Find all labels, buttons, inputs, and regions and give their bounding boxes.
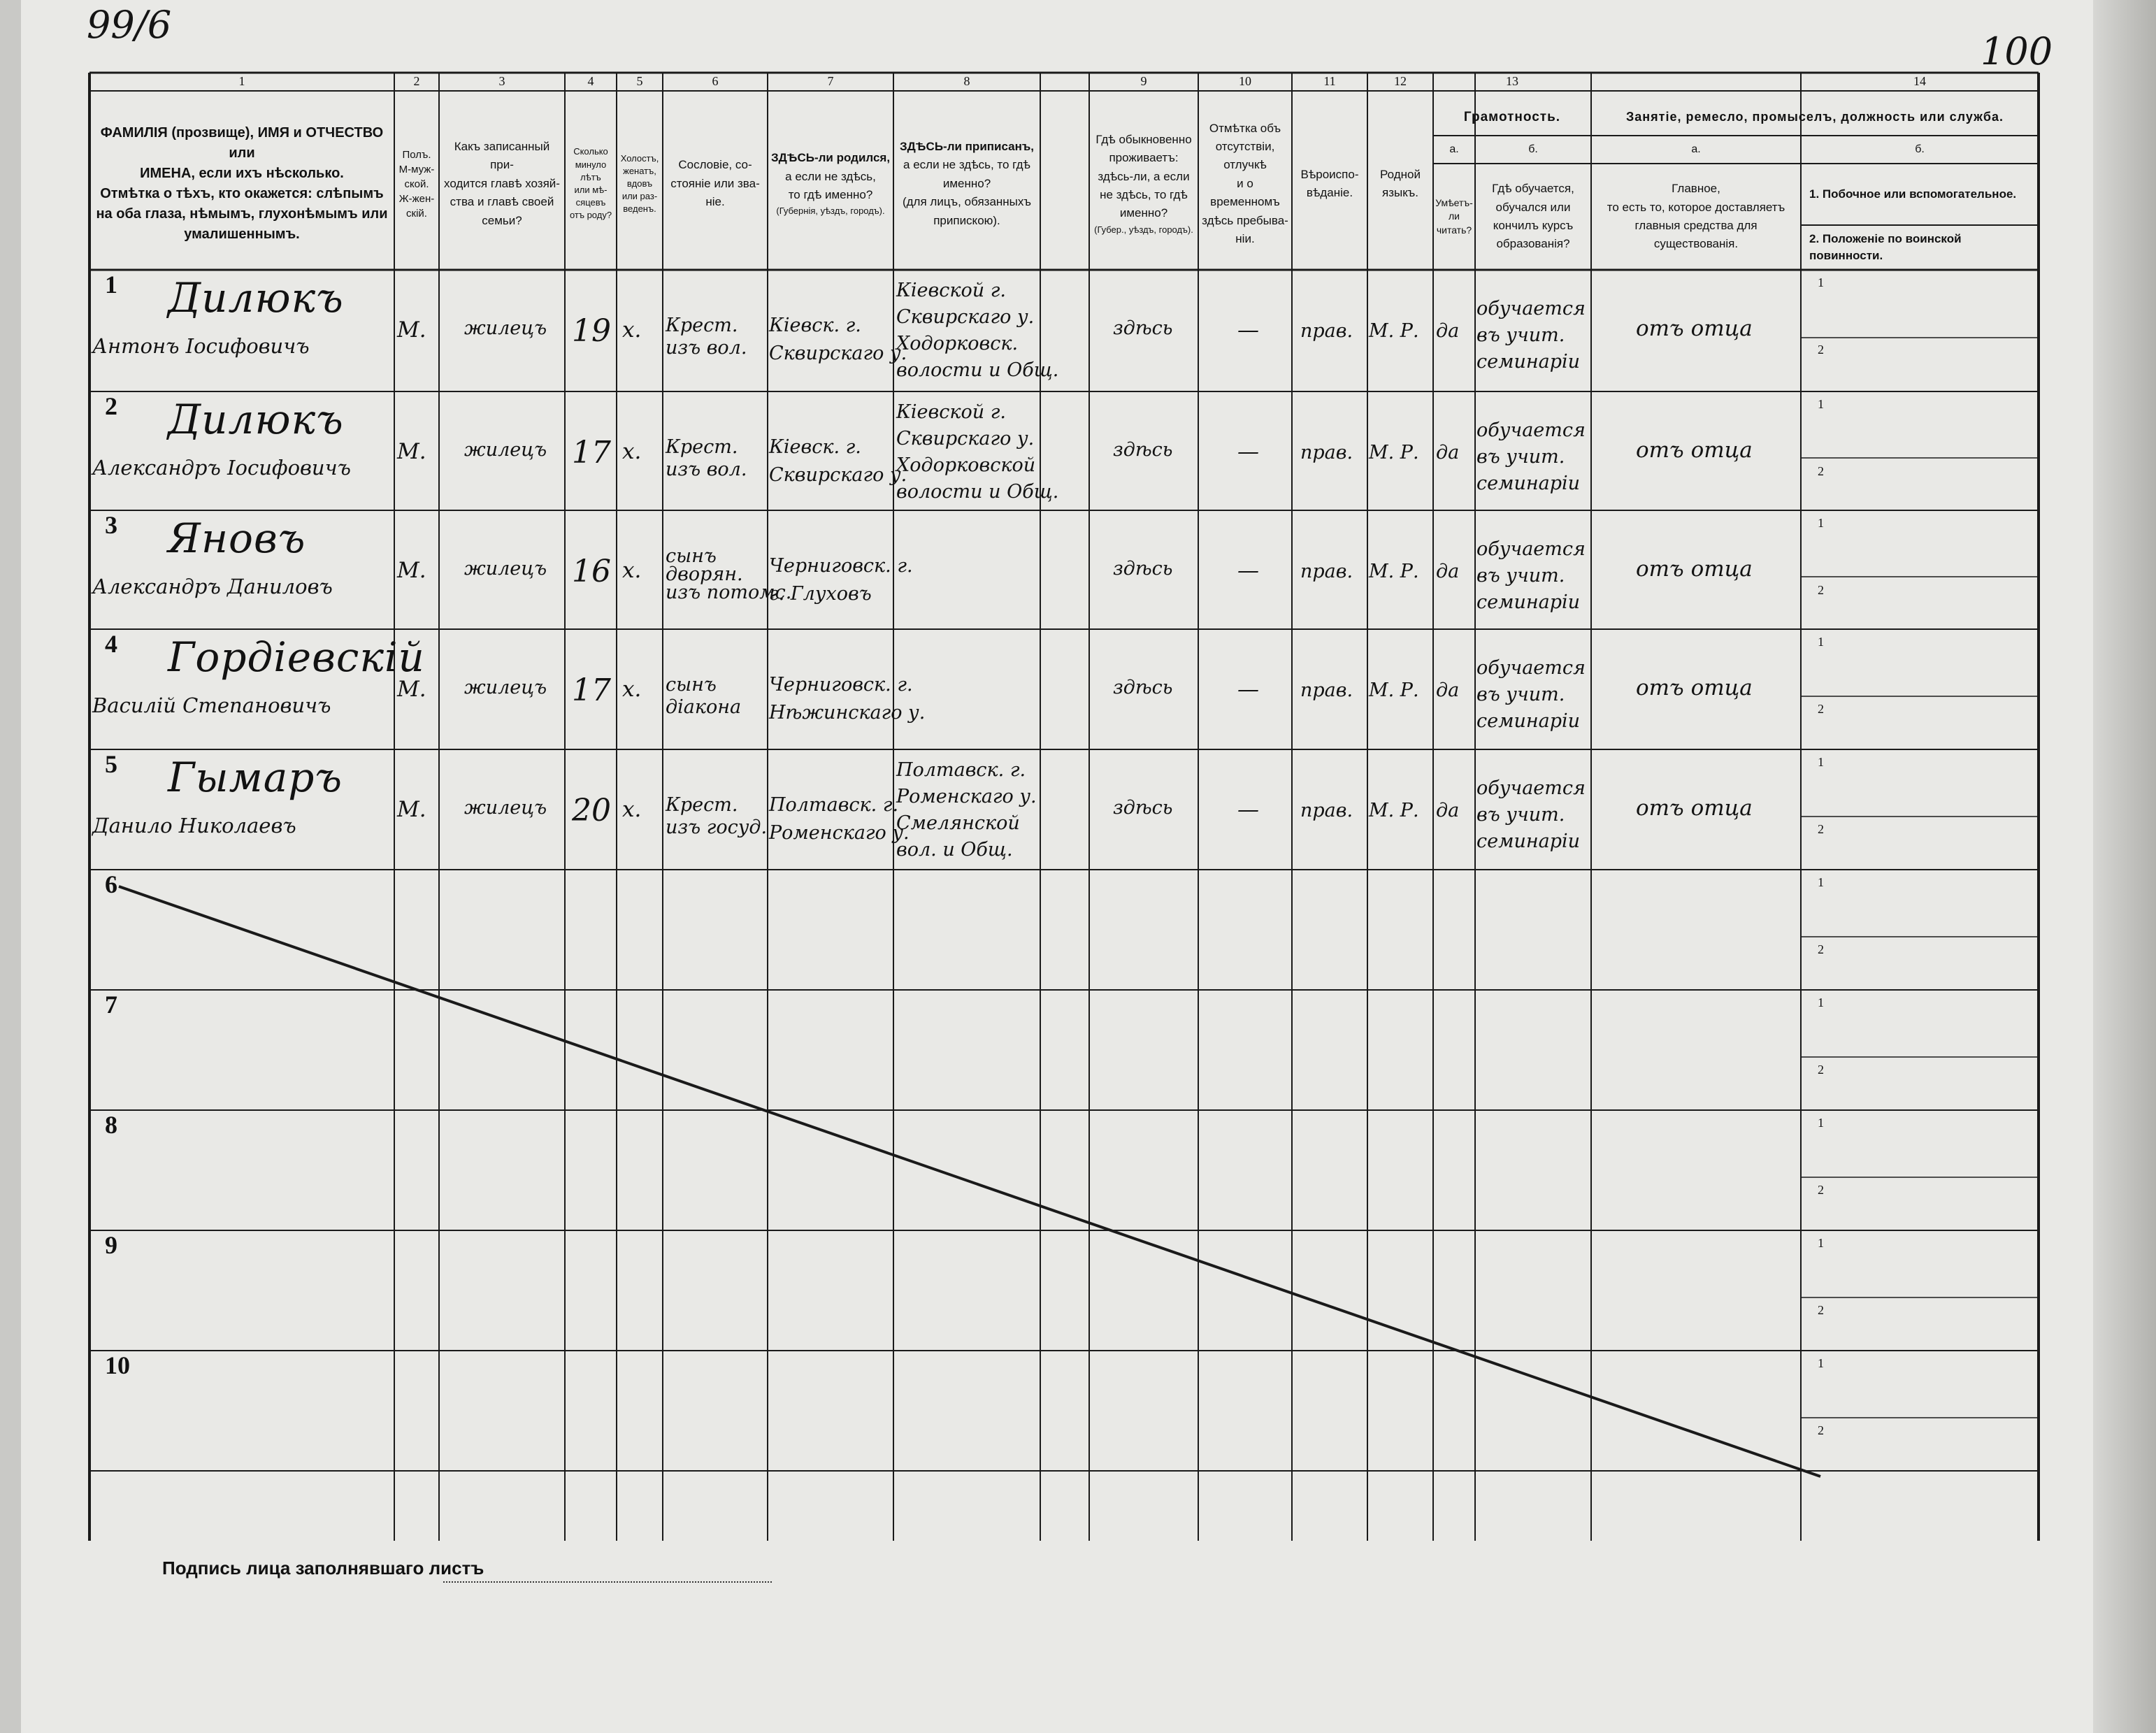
sex-value: М. [397, 317, 426, 343]
surname: Гордіевскій [168, 633, 425, 681]
can-read-value: да [1436, 679, 1460, 701]
sub-row-label: 2 [1818, 464, 1824, 478]
header-estate: Сословіе, со- стояніе или зва- ніе. [670, 158, 760, 209]
estate-value: изъ потомс. [666, 582, 792, 603]
age-value: 16 [572, 554, 611, 589]
row-number-7: 7 [105, 991, 117, 1019]
surname: Дилюкъ [168, 274, 344, 322]
sub-row-label: 2 [1818, 1303, 1824, 1317]
row-number-4: 4 [105, 630, 117, 658]
header-religion: Вѣроиспо- вѣданіе. [1300, 167, 1359, 199]
religion-value: прав. [1300, 320, 1353, 342]
header-main-occupation: Главное, то есть то, которое доставляетъ главныя средства для существованія. [1607, 182, 1785, 251]
row-number-1: 1 [105, 271, 117, 299]
education-value: въ учит. [1476, 804, 1565, 826]
education-value: семинаріи [1476, 830, 1581, 852]
age-value: 17 [572, 435, 611, 470]
marital-value: х. [622, 677, 642, 702]
column-number-13: 13 [1506, 74, 1518, 88]
column-number-8: 8 [963, 74, 970, 88]
can-read-value: да [1436, 320, 1460, 342]
sub-row-label: 2 [1818, 583, 1824, 597]
registered-value: Кіевской г. [896, 401, 1006, 423]
diagonal-cancel-line [119, 886, 1820, 1476]
sub-row-label: 2 [1818, 1183, 1824, 1197]
header-relation: Какъ записанный при- ходится главѣ хозяй- ства и главѣ своей семьи? [444, 140, 560, 227]
language-value: М. Р. [1369, 561, 1419, 582]
relation-value: жилецъ [464, 317, 547, 339]
residence-value: здѣсь [1113, 677, 1173, 698]
language-value: М. Р. [1369, 442, 1419, 463]
right-page-number: 100 [1981, 29, 2053, 73]
education-value: въ учит. [1476, 324, 1565, 346]
header-literacy-group: Грамотность. [1463, 109, 1561, 124]
left-page-number: 99/6 [87, 3, 172, 47]
registered-value: вол. и Общ. [896, 839, 1013, 861]
education-value: въ учит. [1476, 446, 1565, 468]
estate-value: Крест. [666, 794, 738, 816]
given-name: Александръ Іосифовичъ [92, 456, 351, 480]
marital-value: х. [622, 439, 642, 464]
sub-row-label: 2 [1818, 822, 1824, 836]
education-value: обучается [1476, 777, 1586, 799]
birthplace-value: Кіевск. г. [769, 436, 861, 458]
estate-value: дворян. [666, 563, 743, 585]
education-value: семинаріи [1476, 351, 1581, 373]
column-number-12: 12 [1394, 74, 1407, 88]
header-sex: Полъ. М-муж- ской. Ж-жен- скій. [398, 148, 435, 220]
column-number-9: 9 [1140, 74, 1147, 88]
header-registered: ЗДѢСЬ-ли приписанъ, а если не здѣсь, то гдѣ именно? (для лицъ, обязанныхъ припискою). [900, 140, 1034, 227]
relation-value: жилецъ [464, 558, 547, 580]
education-value: обучается [1476, 419, 1586, 441]
education-value: въ учит. [1476, 684, 1565, 705]
column-number-14: 14 [1913, 74, 1926, 88]
birthplace-value: Сквирскаго у. [769, 464, 907, 486]
relation-value: жилецъ [464, 439, 547, 461]
sex-value: М. [397, 677, 426, 702]
given-name: Антонъ Іосифовичъ [92, 334, 310, 358]
sub-row-label: 1 [1818, 995, 1824, 1009]
header-occupation-group: Занятіе, ремесло, промыселъ, должность или служба. [1625, 110, 2004, 124]
sub-row-label: 1 [1818, 635, 1824, 649]
sub-row-label: 1 [1818, 1356, 1824, 1370]
estate-value: изъ вол. [666, 337, 747, 359]
occupation-value: отъ отца [1636, 675, 1753, 700]
estate-value: сынъ [666, 674, 717, 696]
sub-row-label: 1 [1818, 1116, 1824, 1130]
estate-value: изъ вол. [666, 459, 747, 480]
education-value: семинаріи [1476, 473, 1581, 494]
header-occupation-b-letter: б. [1915, 143, 1925, 155]
column-number-3: 3 [498, 74, 505, 88]
age-value: 20 [572, 793, 611, 828]
education-value: обучается [1476, 538, 1586, 560]
row-number-10: 10 [105, 1351, 130, 1379]
sub-row-label: 1 [1818, 397, 1824, 411]
header-literacy-a-letter: а. [1449, 143, 1459, 155]
occupation-value: отъ отца [1636, 438, 1753, 463]
birthplace-value: Нѣжинскаго у. [769, 702, 926, 724]
row-number-2: 2 [105, 392, 117, 420]
signature-label: Подпись лица заполнявшаго листъ [162, 1558, 484, 1579]
column-number-4: 4 [587, 74, 594, 88]
can-read-value: да [1436, 800, 1460, 821]
sub-row-label: 2 [1818, 343, 1824, 357]
header-name: ФАМИЛІЯ (прозвище), ИМЯ и ОТЧЕСТВО или ИМЕНА, если ихъ нѣсколько. Отмѣтка о тѣхъ, кто окажется: слѣпымъ на оба глаза, нѣмымъ, глухонѣмымъ или умалишеннымъ. [96, 125, 388, 242]
sex-value: М. [397, 439, 426, 464]
education-value: въ учит. [1476, 565, 1565, 587]
header-secondary-occupation: 1. Побочное или вспомогательное. [1809, 187, 2017, 201]
absence-value: — [1237, 439, 1259, 464]
residence-value: здѣсь [1113, 439, 1173, 461]
header-can-read: Умѣетъ- ли читать? [1435, 196, 1473, 236]
given-name: Данило Николаевъ [92, 814, 296, 837]
header-language: Родной языкъ. [1380, 167, 1421, 199]
sub-row-label: 2 [1818, 702, 1824, 716]
header-education: Гдѣ обучается, обучался или кончилъ курсъ образованія? [1492, 182, 1574, 251]
column-number-11: 11 [1323, 74, 1336, 88]
registered-value: Роменскаго у. [896, 786, 1037, 807]
estate-value: Крест. [666, 436, 738, 458]
birthplace-value: Кіевск. г. [769, 315, 861, 336]
sub-row-label: 2 [1818, 1423, 1824, 1437]
can-read-value: да [1436, 442, 1460, 463]
occupation-value: отъ отца [1636, 796, 1753, 821]
estate-value: Крест. [666, 315, 738, 336]
header-literacy-b-letter: б. [1528, 143, 1538, 155]
birthplace-value: Черниговск. г. [769, 555, 913, 577]
registered-value: Полтавск. г. [896, 759, 1026, 781]
religion-value: прав. [1300, 679, 1353, 701]
registered-value: Сквирскаго у. [896, 428, 1035, 450]
marital-value: х. [622, 558, 642, 583]
registered-value: волости и Общ. [896, 359, 1059, 381]
religion-value: прав. [1300, 561, 1353, 582]
religion-value: прав. [1300, 442, 1353, 463]
surname: Дилюкъ [168, 396, 344, 443]
row-number-5: 5 [105, 750, 117, 778]
sub-row-label: 2 [1818, 942, 1824, 956]
header-residence: Гдѣ обыкновенно проживаетъ: здѣсь-ли, а если не здѣсь, то гдѣ именно? (Губер., уѣздъ, городъ). [1094, 133, 1193, 235]
registered-value: Смелянской [896, 812, 1020, 834]
registered-value: волости и Общ. [896, 481, 1059, 503]
registered-value: Сквирскаго у. [896, 306, 1035, 328]
marital-value: х. [622, 317, 642, 343]
row-number-9: 9 [105, 1231, 117, 1259]
occupation-value: отъ отца [1636, 556, 1753, 582]
row-number-6: 6 [105, 870, 117, 898]
header-occupation-a-letter: а. [1691, 143, 1701, 155]
sex-value: М. [397, 558, 426, 583]
education-value: обучается [1476, 657, 1586, 679]
header-military-status: 2. Положеніе по воинской повинности. [1809, 232, 1962, 262]
language-value: М. Р. [1369, 800, 1419, 821]
row-number-3: 3 [105, 511, 117, 539]
birthplace-value: Черниговск. г. [769, 674, 913, 696]
sub-row-label: 2 [1818, 1063, 1824, 1077]
absence-value: — [1237, 677, 1259, 702]
column-number-10: 10 [1239, 74, 1251, 88]
column-number-1: 1 [238, 74, 245, 88]
marital-value: х. [622, 797, 642, 822]
header-age: Сколько минуло лѣтъ или мѣ- сяцевъ отъ роду? [569, 146, 612, 221]
column-number-2: 2 [413, 74, 420, 88]
column-number-7: 7 [827, 74, 834, 88]
estate-value: діакона [666, 696, 742, 718]
birthplace-value: г. Глуховъ [769, 583, 872, 605]
registered-value: Кіевской г. [896, 280, 1006, 301]
given-name: Александръ Даниловъ [92, 575, 333, 598]
language-value: М. Р. [1369, 679, 1419, 701]
religion-value: прав. [1300, 800, 1353, 821]
birthplace-value: Роменскаго у. [769, 822, 910, 844]
signature-line [443, 1581, 772, 1583]
age-value: 17 [572, 673, 611, 708]
sub-row-label: 1 [1818, 516, 1824, 530]
registered-value: Ходорковской [896, 454, 1036, 476]
row-number-8: 8 [105, 1111, 117, 1139]
relation-value: жилецъ [464, 677, 547, 698]
registered-value: Ходорковск. [896, 333, 1019, 354]
birthplace-value: Полтавск. г. [769, 794, 899, 816]
header-marital: Холостъ, женатъ, вдовъ или раз- веденъ. [620, 152, 659, 215]
sub-row-label: 1 [1818, 1236, 1824, 1250]
column-number-6: 6 [712, 74, 719, 88]
column-number-5: 5 [636, 74, 643, 88]
absence-value: — [1237, 558, 1259, 583]
sub-row-label: 1 [1818, 875, 1824, 889]
education-value: семинаріи [1476, 591, 1581, 613]
residence-value: здѣсь [1113, 317, 1173, 339]
age-value: 19 [572, 313, 611, 349]
estate-value: сынъ [666, 545, 717, 567]
residence-value: здѣсь [1113, 797, 1173, 819]
education-value: семинаріи [1476, 710, 1581, 732]
sub-row-label: 1 [1818, 755, 1824, 769]
surname: Гымаръ [168, 754, 343, 801]
residence-value: здѣсь [1113, 558, 1173, 580]
can-read-value: да [1436, 561, 1460, 582]
absence-value: — [1237, 797, 1259, 822]
language-value: М. Р. [1369, 320, 1419, 342]
surname: Яновъ [168, 515, 306, 562]
header-birthplace: ЗДѢСЬ-ли родился, а если не здѣсь, то гдѣ именно? (Губернія, уѣздъ, городъ). [770, 151, 891, 217]
absence-value: — [1237, 317, 1259, 343]
given-name: Василій Степановичъ [92, 693, 331, 717]
sub-row-label: 1 [1818, 275, 1824, 289]
occupation-value: отъ отца [1636, 316, 1753, 341]
birthplace-value: Сквирскаго у. [769, 343, 907, 364]
relation-value: жилецъ [464, 797, 547, 819]
sex-value: М. [397, 797, 426, 822]
estate-value: изъ госуд. [666, 817, 768, 838]
education-value: обучается [1476, 298, 1586, 319]
header-absence: Отмѣтка объ отсутствіи, отлучкѣ и о временномъ здѣсь пребыва- ніи. [1202, 121, 1288, 245]
